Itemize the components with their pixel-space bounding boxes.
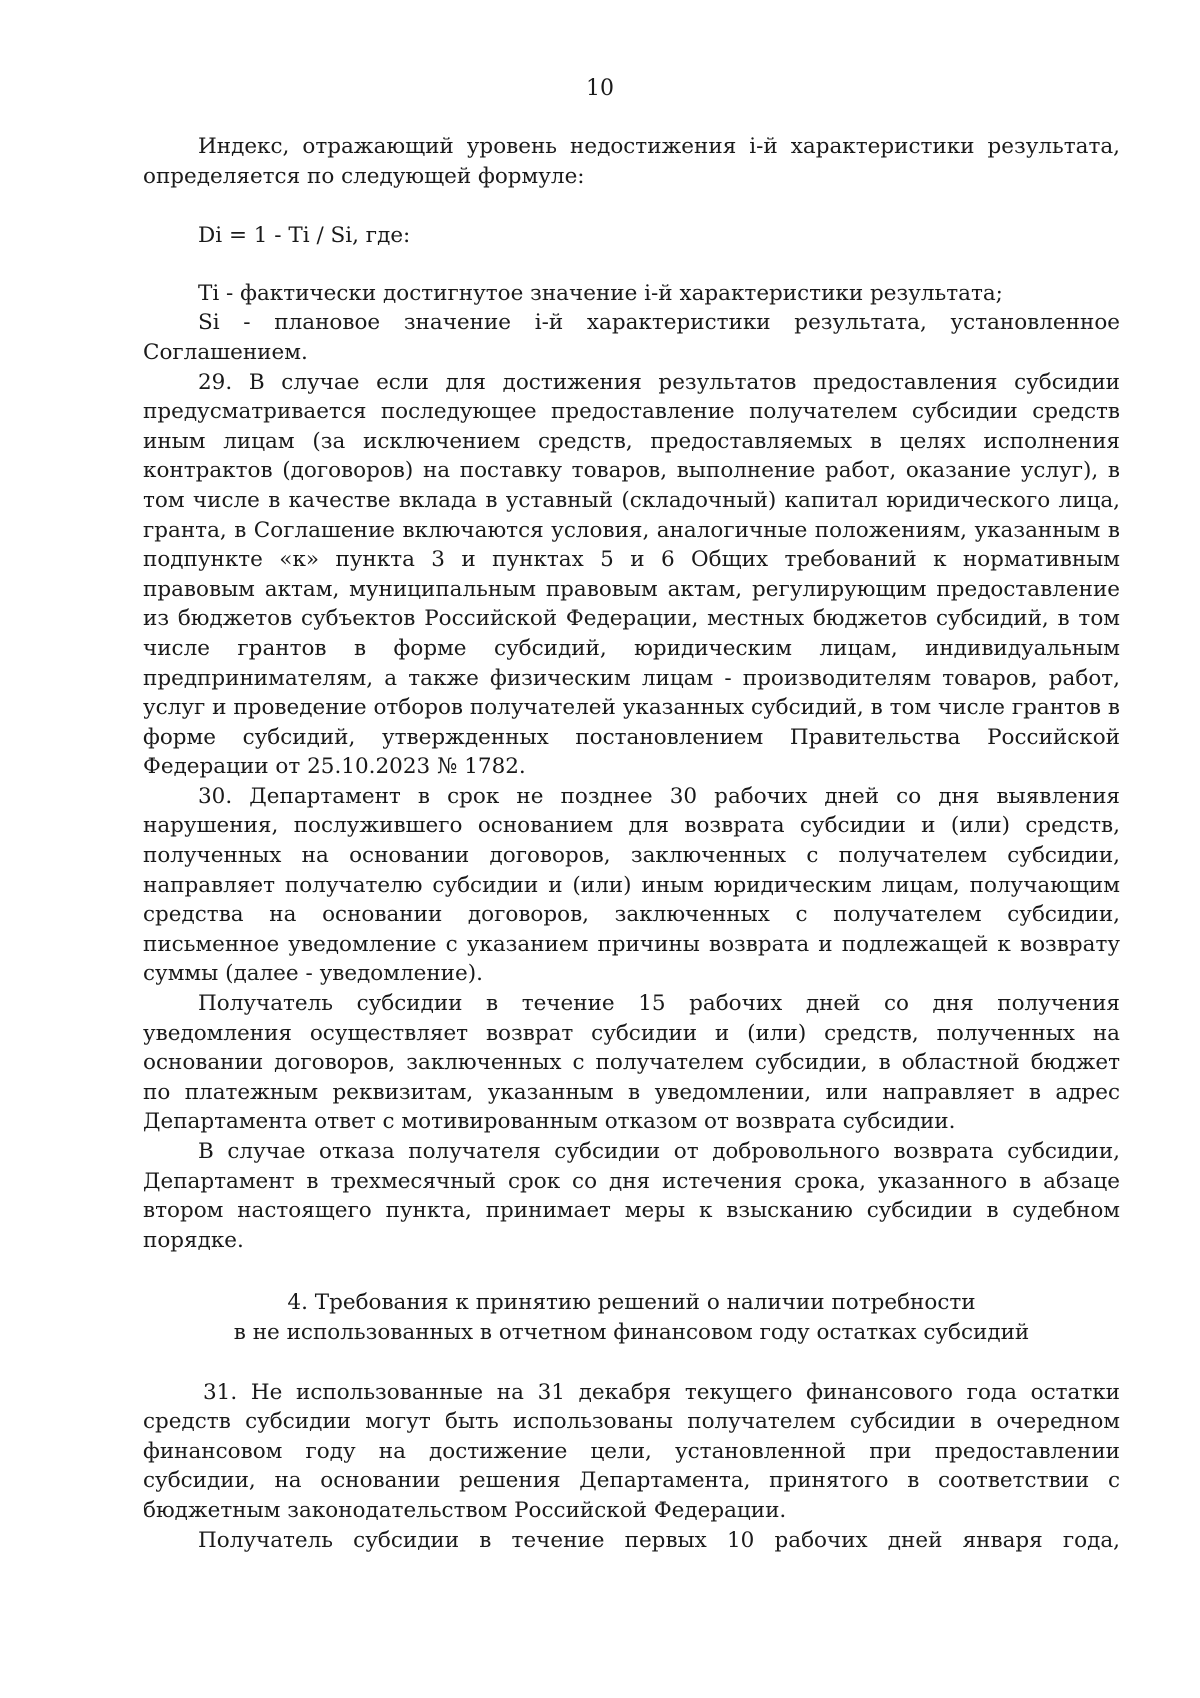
spacer — [143, 1348, 1120, 1378]
paragraph-31: 31. Не использованные на 31 декабря текущего финансового года остатки средств субсидии могут быть использованы получателем субсидии в очередном финансовом году на достижение цели, установленной при предоставлении субсидии, на основании решения Департамента, принятого в соответствии с бюджетным законодательством Российской Федерации. — [143, 1379, 1120, 1523]
definition-ti: Ti - фактически достигнутое значение i-й характеристики результата; — [198, 280, 1003, 306]
intro-paragraph: Индекс, отражающий уровень недостижения i-й характеристики результата, определяется по следующей формуле: — [143, 134, 1120, 189]
spacer — [143, 251, 1120, 279]
paragraph-29: 29. В случае если для достижения результатов предоставления субсидии предусматривается последующее предоставление получателем субсидии средств иным лицам (за исключением средств, предоставляемых в целях исполнения контрактов (договоров) на поставку товаров, выполнение работ, оказание услуг), в том числе в качестве вклада в уставный (складочный) капитал юридического лица, гранта, в Соглашение включаются условия, аналогичные положениям, указанным в подпункте «к» пункта 3 и пунктах 5 и 6 Общих требований к нормативным правовым актам, муниципальным правовым актам, регулирующим предоставление из бюджетов субъектов Российской Федерации, местных бюджетов субсидий, в том числе грантов в форме субсидий, юридическим лицам, индивидуальным предпринимателям, а также физическим лицам - производителям товаров, работ, услуг и проведение отборов получателей указанных субсидий, в том числе грантов в форме субсидий, утвержденных постановлением Правительства Российской Федерации от 25.10.2023 № 1782. — [143, 369, 1120, 780]
page-number: 10 — [586, 76, 614, 101]
section-heading-line-2: в не использованных в отчетном финансовом году остатках субсидий — [233, 1319, 1030, 1345]
document-body — [143, 132, 1120, 1555]
formula: Di = 1 - Ti / Si, где: — [198, 223, 411, 249]
definition-si: Si - плановое значение i-й характеристики результата, установленное Соглашением. — [143, 310, 1120, 365]
section-heading-line-1: 4. Требования к принятию решений о наличии потребности — [287, 1290, 976, 1316]
paragraph-31-second: Получатель субсидии в течение первых 10 рабочих дней января года, — [198, 1527, 1120, 1553]
paragraph-30-third: В случае отказа получателя субсидии от добровольного возврата субсидии, Департамент в трехмесячный срок со дня истечения срока, указанного в абзаце втором настоящего пункта, принимает меры к взысканию субсидии в судебном порядке. — [143, 1139, 1120, 1253]
spacer — [143, 191, 1120, 221]
section-heading — [143, 1288, 1120, 1347]
spacer — [143, 1255, 1120, 1288]
paragraph-30-second: Получатель субсидии в течение 15 рабочих дней со дня получения уведомления осуществляет возврат субсидии и (или) средств, полученных на основании договоров, заключенных с получателем субсидии, в областной бюджет по платежным реквизитам, указанным в уведомлении, или направляет в адрес Департамента ответ с мотивированным отказом от возврата субсидии. — [143, 991, 1120, 1135]
paragraph-30: 30. Департамент в срок не позднее 30 рабочих дней со дня выявления нарушения, послужившего основанием для возврата субсидии и (или) средств, полученных на основании договоров, заключенных с получателем субсидии, направляет получателю субсидии и (или) иным юридическим лицам, получающим средства на основании договоров, заключенных с получателем субсидии, письменное уведомление с указанием причины возврата и подлежащей к возврату суммы (далее - уведомление). — [143, 783, 1120, 987]
